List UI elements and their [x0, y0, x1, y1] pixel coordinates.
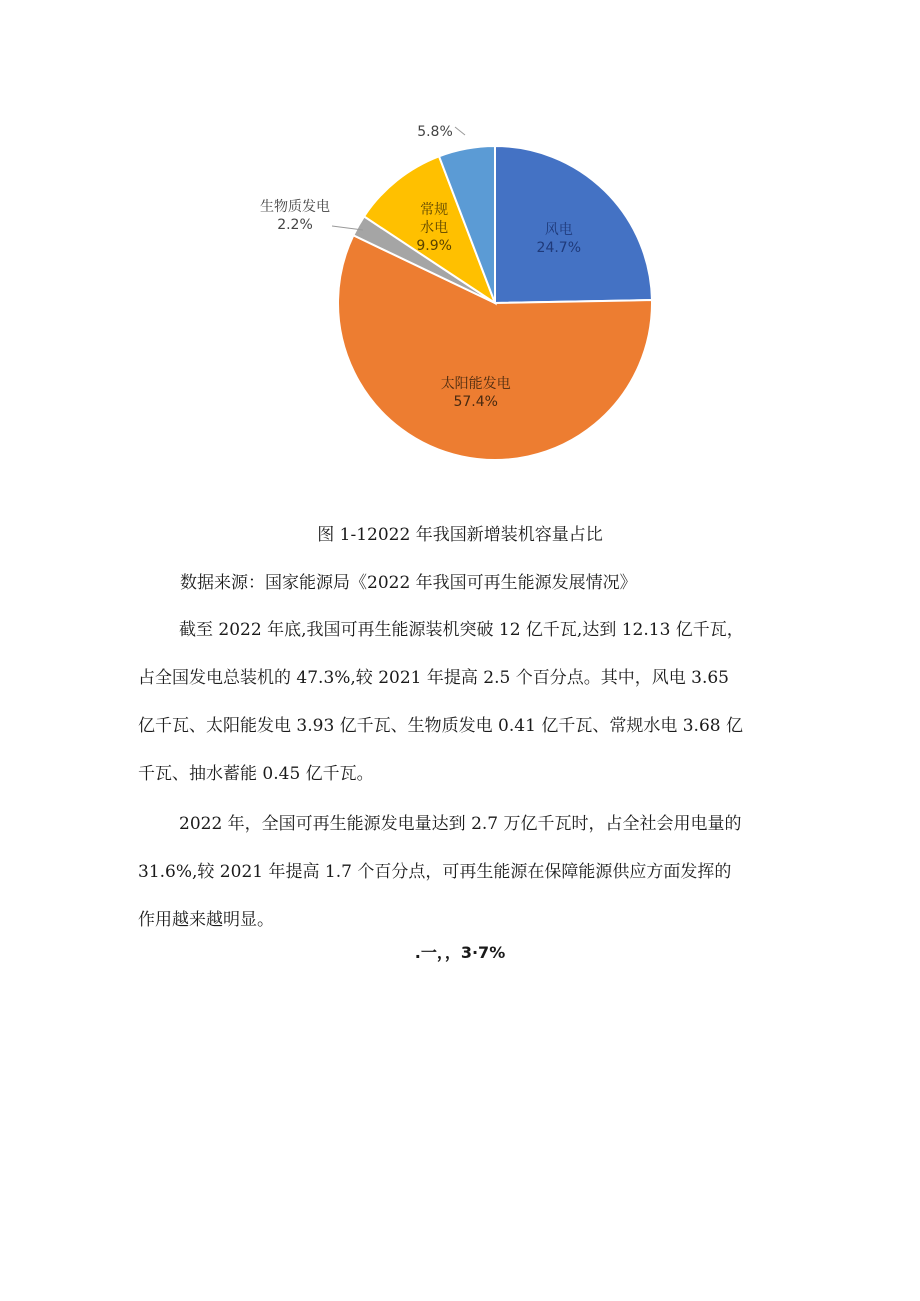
pie-slice-0: [495, 146, 652, 303]
pie-category-label-0: 风电: [544, 222, 573, 239]
paragraph-2-line-3: 作用越来越明显。: [138, 910, 274, 930]
pie-value-label-3: 9.9%: [416, 238, 452, 255]
paragraph-1-line-2: 占全国发电总装机的 47.3%,较 2021 年提高 2.5 个百分点。其中，风电 3.65: [138, 668, 729, 688]
paragraph-1: [138, 606, 788, 798]
pie-value-label-4: 5.8%: [417, 124, 453, 140]
paragraph-1-line-3: 亿千瓦、太阳能发电 3.93 亿千瓦、生物质发电 0.41 亿千瓦、常规水电 3.68 亿: [138, 716, 743, 736]
pie-chart: [250, 105, 680, 485]
footer-fragment: .一，，3·7%: [414, 943, 506, 962]
paragraph-2-line-2: 31.6%,较 2021 年提高 1.7 个百分点，可再生能源在保障能源供应方面发挥的: [138, 862, 732, 882]
pie-chart-svg: [250, 105, 680, 485]
pie-category-label-3: 水电: [420, 220, 449, 237]
pie-value-label-0: 24.7%: [536, 240, 582, 257]
paragraph-1-line-1: 截至 2022 年底,我国可再生能源装机突破 12 亿千瓦,达到 12.13 亿千瓦，: [179, 620, 744, 640]
paragraph-2: [138, 800, 788, 944]
pie-category-label-1: 太阳能发电: [440, 375, 511, 392]
data-source: 数据来源：国家能源局《2022 年我国可再生能源发展情况》: [180, 573, 637, 593]
figure-caption: 图 1-12022 年我国新增装机容量占比: [317, 525, 603, 545]
paragraph-2-line-1: 2022 年，全国可再生能源发电量达到 2.7 万亿千瓦时，占全社会用电量的: [179, 814, 742, 834]
pie-category-label-2: 生物质发电: [260, 199, 330, 215]
pie-category-label-3: 常规: [420, 202, 449, 219]
leader-line-4: [455, 127, 465, 135]
pie-value-label-2: 2.2%: [277, 217, 313, 233]
paragraph-1-line-4: 千瓦、抽水蓄能 0.45 亿千瓦。: [138, 764, 374, 784]
pie-value-label-1: 57.4%: [453, 393, 498, 410]
